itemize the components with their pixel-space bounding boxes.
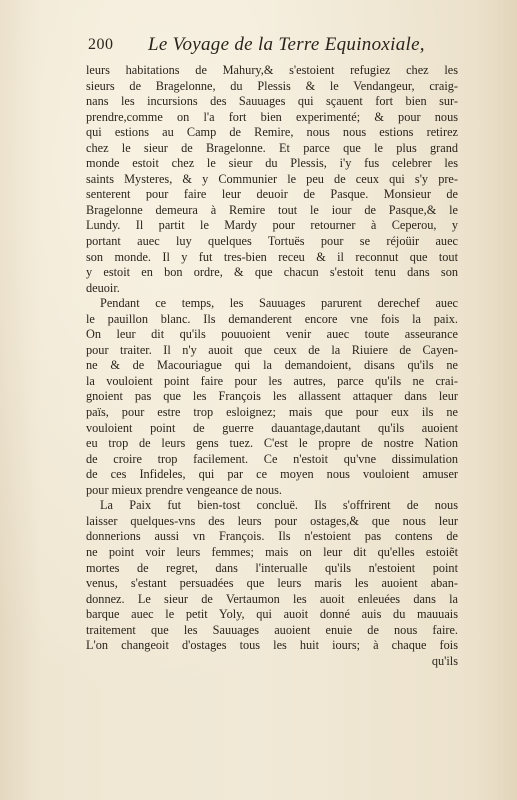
text-line: sieurs de Bragelonne, du Plessis & le Vendangeur, craig- bbox=[86, 78, 458, 93]
text-line: ne point voir leurs femmes; mais on leur dit qu'elles estoiẽt bbox=[86, 544, 458, 559]
text-line: de croire trop facilement. Ce n'estoit qu'vne dissimulation bbox=[86, 451, 458, 466]
text-line: Lundy. Il partit le Mardy pour retourner à Ceperou, y bbox=[86, 218, 458, 233]
paragraph-end-line: pour mieux prendre vengeance de nous. bbox=[86, 482, 282, 497]
text-line: venus, s'estant persuadées que leurs maris les auoient aban- bbox=[86, 576, 458, 591]
text-line: de ces Infideles, qui par ce moyen nous vouloient amuser bbox=[86, 467, 458, 482]
text-line: portant auec luy quelques Tortuës pour se réjoüir auec bbox=[86, 234, 458, 249]
body-text bbox=[86, 63, 458, 669]
text-line: ne & de Macouriague qui la demandoient, disans qu'ils ne bbox=[86, 358, 458, 373]
text-line: On leur dit qu'ils pouuoient venir auec toute asseurance bbox=[86, 327, 458, 342]
paragraph-start-line: Pendant ce temps, les Sauuages parurent derechef auec bbox=[100, 296, 458, 311]
text-line: son monde. Il y fut tres-bien receu & il reconnut que tout bbox=[86, 249, 458, 264]
text-line: senterent pour faire leur deuoir de Pasque. Monsieur de bbox=[86, 187, 458, 202]
text-line: L'on changeoit d'ostages tous les huit iours; à chaque fois bbox=[86, 638, 458, 653]
text-line: leurs habitations de Mahury,& s'estoient refugiez chez les bbox=[86, 63, 458, 77]
text-line: nans les incursions des Sauuages qui sçauent fort bien sur- bbox=[86, 94, 458, 109]
text-line: donnerions aussi vn François. Ils n'estoient pas contens de bbox=[86, 529, 458, 544]
text-line: laisser quelques-vns des leurs pour ostages,& que nous leur bbox=[86, 513, 458, 528]
text-line: saints Mysteres, & y Communier le peu de ceux qui s'y pre- bbox=[86, 171, 458, 186]
text-line: païs, pour estre trop esloignez; mais que pour eux ils ne bbox=[86, 405, 458, 420]
text-line: prendre,comme on l'a fort bien experimenté; & pour nous bbox=[86, 109, 458, 124]
text-line: donnez. Le sieur de Vertaumon les auoit enleuées dans la bbox=[86, 591, 458, 606]
paragraph-end-line: deuoir. bbox=[86, 280, 120, 295]
text-line: pour traiter. Il n'y auoit que ceux de la Riuiere de Cayen- bbox=[86, 342, 458, 357]
text-line: qui estions au Camp de Remire, nous nous estions retirez bbox=[86, 125, 458, 140]
text-line: eu trop de leurs gens tuez. C'est le propre de nostre Nation bbox=[86, 436, 458, 451]
text-line: traitement que les Sauuages auoient enuie de nous faire. bbox=[86, 622, 458, 637]
text-line: chez le sieur de Bragelonne. Et parce que le plus grand bbox=[86, 140, 458, 155]
page-number: 200 bbox=[88, 36, 114, 53]
paragraph-start-line: La Paix fut bien-tost concluë. Ils s'offrirent de nous bbox=[100, 498, 458, 513]
page-header bbox=[88, 34, 456, 60]
catchword: qu'ils bbox=[431, 653, 458, 668]
running-title: Le Voyage de la Terre Equinoxiale, bbox=[148, 34, 425, 55]
text-line: Bragelonne demeura à Remire tout le iour de Pasque,& le bbox=[86, 202, 458, 217]
text-line: monde estoit chez le sieur du Plessis, i'y fus celebrer les bbox=[86, 156, 458, 171]
text-line: gnoient pas que les François les allassent attaquer dans leur bbox=[86, 389, 458, 404]
text-line: la vouloient point faire pour les autres, parce qu'ils ne crai- bbox=[86, 373, 458, 388]
text-line: vouloient point de guerre dauantage,dautant qu'ils auoient bbox=[86, 420, 458, 435]
text-line: mortes de regret, dans l'interualle qu'ils n'estoient point bbox=[86, 560, 458, 575]
text-line: barque auec le petit Yoly, qui auoit donné auis du mauuais bbox=[86, 607, 458, 622]
text-line: y estoit en bon ordre, & que chacun s'estoit tenu dans son bbox=[86, 265, 458, 280]
text-line: le pauillon blanc. Ils demanderent encore vne fois la paix. bbox=[86, 311, 458, 326]
